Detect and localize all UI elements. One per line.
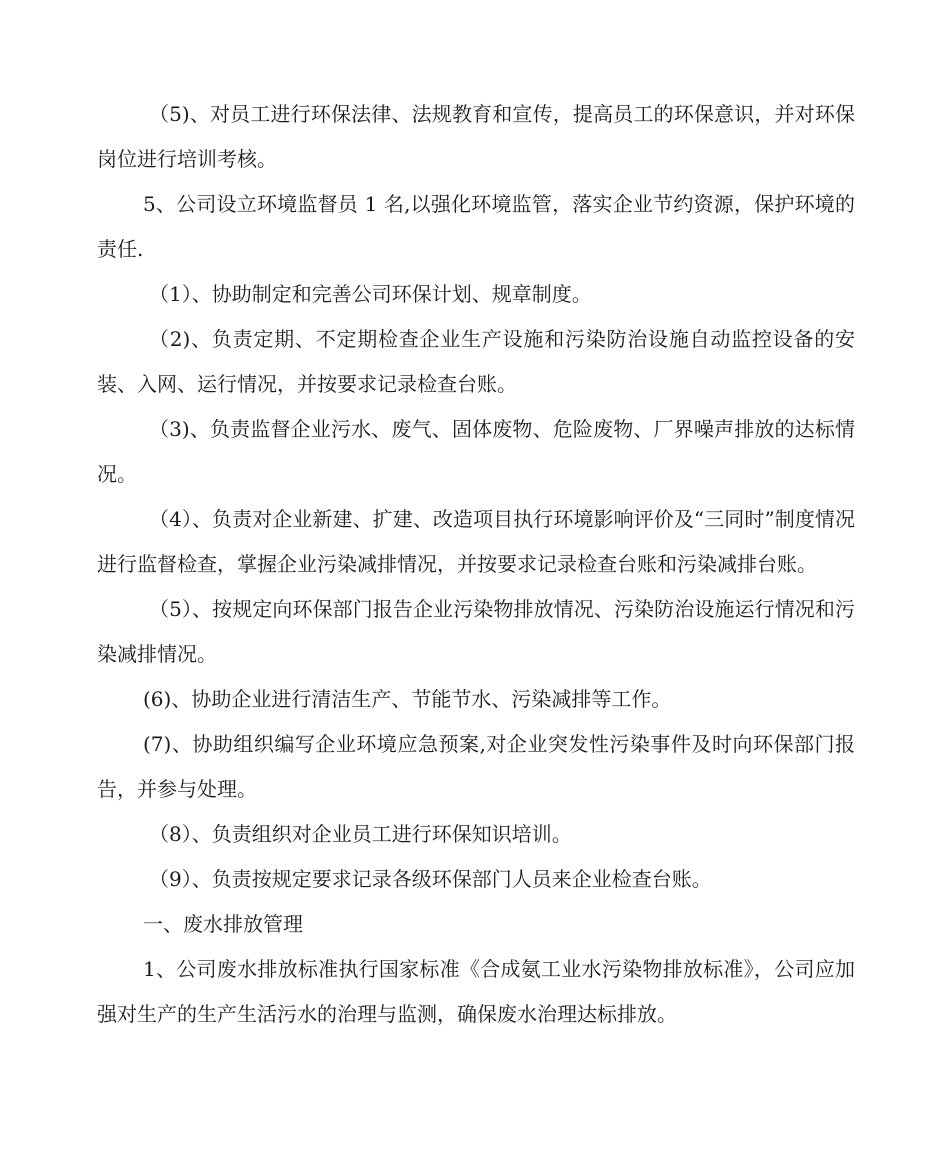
- paragraph-staff-education: （5)、对员工进行环保法律、法规教育和宣传，提高员工的环保意识，并对环保岗位进行培训考核。: [97, 102, 855, 171]
- paragraph-item-5: （5）、按规定向环保部门报告企业污染物排放情况、污染防治设施运行情况和污染减排情况。: [97, 597, 855, 666]
- paragraph-item-3: （3)、负责监督企业污水、废气、固体废物、危险废物、厂界噪声排放的达标情况。: [97, 417, 855, 486]
- paragraph-item-6: (6)、协助企业进行清洁生产、节能节水、污染减排等工作。: [143, 687, 672, 711]
- paragraph-wastewater-standard: 1、公司废水排放标准执行国家标准《合成氨工业水污染物排放标准》，公司应加强对生产的生产生活污水的治理与监测，确保废水治理达标排放。: [97, 957, 855, 1026]
- paragraph-item-1: （1）、协助制定和完善公司环保计划、规章制度。: [149, 282, 592, 306]
- paragraph-item-8: （8）、负责组织对企业员工进行环保知识培训。: [149, 822, 572, 846]
- paragraph-item-4: （4）、负责对企业新建、扩建、改造项目执行环境影响评价及“三同时”制度情况进行监督检查，掌握企业污染减排情况，并按要求记录检查台账和污染减排台账。: [97, 507, 855, 576]
- paragraph-item-2: （2)、负责定期、不定期检查企业生产设施和污染防治设施自动监控设备的安装、入网、运行情况，并按要求记录检查台账。: [97, 327, 855, 396]
- paragraph-environment-supervisor: 5、公司设立环境监督员 1 名,以强化环境监管，落实企业节约资源，保护环境的责任.: [97, 192, 855, 261]
- paragraph-item-7: (7)、协助组织编写企业环境应急预案,对企业突发性污染事件及时向环保部门报告，并参与处理。: [97, 732, 855, 801]
- paragraph-item-9: （9）、负责按规定要求记录各级环保部门人员来企业检查台账。: [149, 867, 712, 891]
- document-body: [97, 92, 855, 1037]
- section-heading-wastewater: 一、废水排放管理: [143, 912, 303, 936]
